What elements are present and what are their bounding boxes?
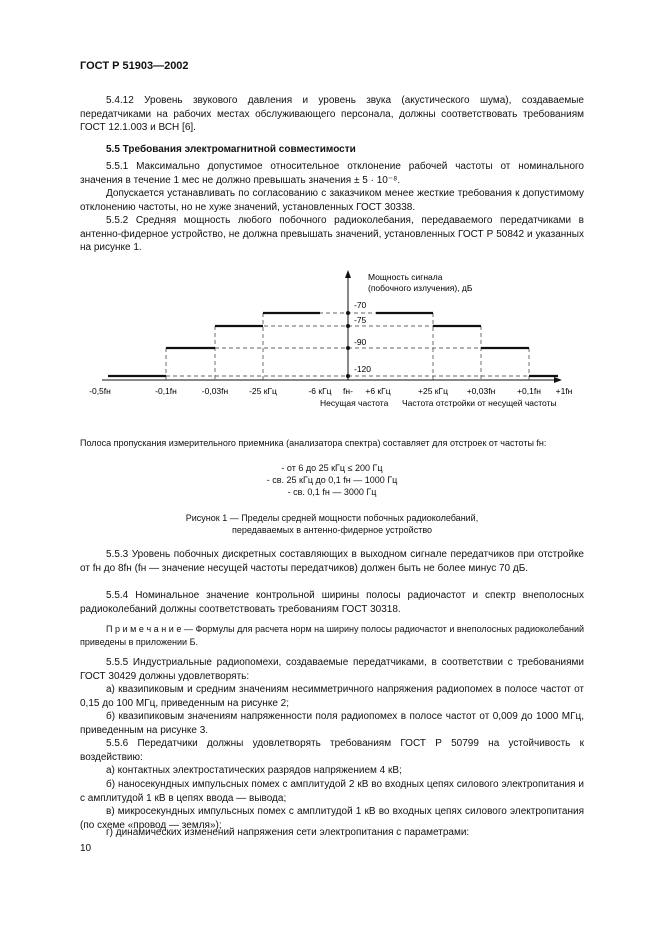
limit-steps: [108, 313, 558, 376]
paragraph-5-5-5: 5.5.5 Индустриальные радиопомехи, создаваемые передатчиками, в соответствии с требованиями ГОСТ 30429 должны удовлетворять:: [80, 657, 584, 682]
dot-minus-120: [346, 374, 350, 378]
x-tick-plus-0-03fn: +0,03fн: [466, 386, 496, 396]
note-label: П р и м е ч а н и е: [106, 624, 182, 634]
bandwidth-item-1: - от 6 до 25 кГц ≤ 200 Гц: [281, 463, 383, 473]
x-tick-minus-0-03fn: -0,03fн: [201, 386, 229, 396]
paragraph-5-5-1: 5.5.1 Максимально допустимое относительное отклонение рабочей частоты от номинального значения в течение 1 мес не должно превышать значения ± 5 · 10⁻⁸.: [80, 161, 584, 186]
x-tick-plus-25khz: +25 кГц: [418, 386, 448, 396]
x-tick-labels: [89, 386, 573, 396]
y-axis-arrow-icon: [345, 270, 351, 278]
paragraph-5-4-12: 5.4.12 Уровень звукового давления и уровень звука (акустического шума), создаваемые передатчиками на рабочих местах обслуживающего персонала, должны соответствовать требованиям ГОСТ 12.1.003 и ВСН [6].: [80, 95, 584, 133]
x-tick-carrier: fн-: [343, 386, 353, 396]
bandwidth-item-2: - св. 25 кГц до 0,1 fн — 1000 Гц: [266, 475, 398, 485]
dot-minus-75: [346, 324, 350, 328]
note-text: — Формулы для расчета норм на ширину полосы радиочастот и внеполосных радиоколебаний приведены в приложении Б.: [80, 624, 584, 647]
bandwidth-paragraph: Полоса пропускания измерительного приемника (анализатора спектра) составляет для отстроек от частоты fн:: [80, 438, 547, 448]
x-tick-minus-6khz: -6 кГц: [308, 386, 332, 396]
x-tick-minus-0-5fn: -0,5fн: [89, 386, 111, 396]
level-label-minus-120: -120: [354, 364, 372, 374]
paragraph-5-5-4: 5.5.4 Номинальное значение контрольной ширины полосы радиочастот и спектр внеполосных радиоколебаний должны соответствовать требованиям ГОСТ 30318.: [80, 590, 584, 615]
paragraph-5-5-2: 5.5.2 Средняя мощность любого побочного радиоколебания, передаваемого передатчиками в антенно-фидерное устройство, не должна превышать значений, установленных ГОСТ Р 50842 и указанных на рисунке 1.: [80, 215, 584, 253]
note-paragraph: [80, 623, 584, 649]
paragraph-5-5-6-b: б) наносекундных импульсных помех с амплитудой 2 кВ во входных цепях силового электропитания и с амплитудой 1 кВ в цепях ввода — вывода;: [80, 779, 584, 804]
y-axis-label-line2: (побочного излучения), дБ: [368, 283, 473, 293]
x-tick-minus-25khz: -25 кГц: [249, 386, 277, 396]
level-label-minus-70: -70: [354, 300, 367, 310]
dot-minus-70: [346, 311, 350, 315]
document-code: ГОСТ Р 51903—2002: [80, 60, 189, 72]
bandwidth-item-3: - св. 0,1 fн — 3000 Гц: [287, 487, 377, 497]
x-label-carrier: Несущая частота: [320, 398, 389, 408]
x-tick-plus-0-1fn: +0,1fн: [517, 386, 541, 396]
spectrum-limit-chart: [80, 268, 590, 428]
paragraph-5-5-1-b: Допускается устанавливать по согласованию с заказчиком менее жесткие требования к допустимому отклонению частоты, но не хуже значений, установленных ГОСТ 30338.: [80, 188, 584, 213]
paragraph-5-5-6-a: а) контактных электростатических разрядов напряжением 4 кВ;: [106, 765, 402, 776]
level-label-minus-90: -90: [354, 337, 367, 347]
paragraph-5-5-6-c: в) микросекундных импульсных помех с амплитудой 1 кВ во входных цепях силового электропитания (по схеме «провод — земля»);: [80, 806, 584, 831]
x-axis-arrow-icon: [554, 377, 562, 383]
x-tick-minus-0-1fn: -0,1fн: [155, 386, 177, 396]
paragraph-5-5-6-d: г) динамических изменений напряжения сети электропитания с параметрами:: [106, 827, 470, 838]
paragraph-5-5-6: 5.5.6 Передатчики должны удовлетворять требованиям ГОСТ Р 50799 на устойчивость к воздействию:: [80, 738, 584, 763]
paragraph-5-5-3: 5.5.3 Уровень побочных дискретных составляющих в выходном сигнале передатчиков при отстройке от fн до 8fн (fн — значение несущей частоты передатчиков) должен быть не более минус 70 дБ.: [80, 549, 584, 574]
x-tick-plus-6khz: +6 кГц: [365, 386, 391, 396]
paragraph-5-5-5-a: а) квазипиковым и средним значениям несимметричного напряжения радиопомех в полосе частот от 0,15 до 100 МГц, приведенным на рисунке 2;: [80, 684, 584, 709]
x-tick-plus-1fn: +1fн: [555, 386, 573, 396]
section-heading-5-5: 5.5 Требования электромагнитной совместимости: [106, 144, 356, 155]
figure-caption-line1: Рисунок 1 — Пределы средней мощности побочных радиоколебаний,: [185, 513, 479, 523]
level-label-minus-75: -75: [354, 315, 367, 325]
y-axis-label-line1: Мощность сигнала: [368, 272, 443, 282]
paragraph-5-5-5-b: б) квазипиковым значениям напряженности поля радиопомех в полосе частот от 0,009 до 1000 МГц, приведенным на рисунке 3.: [80, 711, 584, 736]
dot-minus-90: [346, 346, 350, 350]
page-number: 10: [80, 843, 92, 854]
figure-caption-line2: передаваемых в антенно-фидерное устройство: [231, 525, 433, 535]
x-label-offset: Частота отстройки от несущей частоты: [402, 398, 557, 408]
